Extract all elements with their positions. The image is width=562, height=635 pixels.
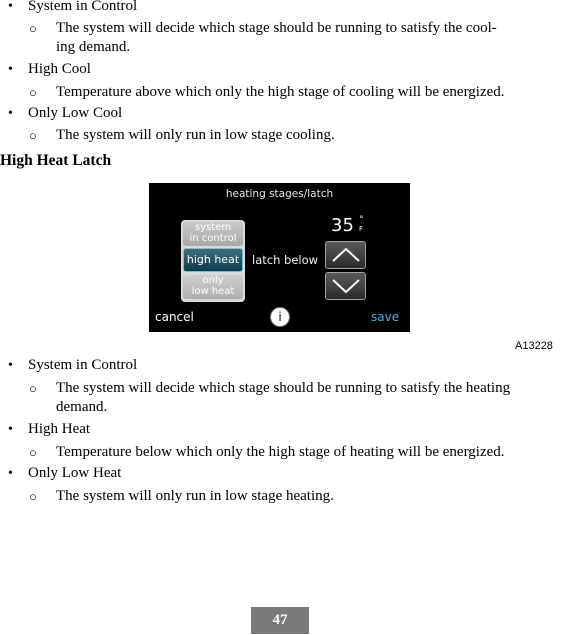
bullet-icon: • [8,466,13,481]
bullet-icon: • [8,358,13,373]
option-only-low-heat[interactable] [183,275,243,299]
item-description-line: The system will only run in low stage heating. [56,488,334,504]
bullet-icon: • [8,106,13,121]
stage-options-panel [181,220,245,302]
option-label-line: in control [189,233,237,244]
option-label-line: system [194,222,232,233]
figure-code: A13228 [515,340,553,352]
item-description-line: The system will decide which stage should be running to satisfy the cool- [56,20,497,36]
unit-letter: F [359,225,364,233]
circle-bullet-icon: ○ [29,128,37,143]
decrease-button[interactable] [325,272,366,300]
option-high-heat[interactable] [183,248,243,272]
item-description-line: Temperature below which only the high stage of heating will be energized. [56,444,505,460]
item-title: Only Low Heat [28,465,122,481]
temperature-value: 35 [331,215,354,236]
circle-bullet-icon: ○ [29,21,37,36]
item-title: High Cool [28,61,91,77]
item-description-line: ing demand. [56,39,131,55]
bullet-icon: • [8,422,13,437]
cancel-button[interactable]: cancel [155,310,194,324]
bullet-icon: • [8,0,13,14]
item-description-line: demand. [56,399,108,415]
bullet-icon: • [8,62,13,77]
option-label-line: only [202,275,224,286]
temperature-unit [359,216,364,234]
increase-button[interactable] [325,241,366,269]
item-title: System in Control [28,357,138,373]
item-title: System in Control [28,0,138,14]
latch-label: latch below [252,253,319,267]
degree-symbol: ° [359,215,364,225]
circle-bullet-icon: ○ [29,445,37,460]
info-button[interactable]: i [270,307,290,327]
option-label-line: high heat [186,253,240,266]
thermostat-screen [149,183,410,332]
item-title: High Heat [28,421,91,437]
option-system-in-control[interactable] [183,222,243,246]
option-label-line: low heat [191,286,235,297]
item-description-line: The system will decide which stage should be running to satisfy the heating [56,380,511,396]
chevron-up-icon [330,245,362,265]
item-description-line: The system will only run in low stage cooling. [56,127,335,143]
section-heading: High Heat Latch [0,152,112,169]
page-number: 47 [251,607,309,634]
item-title: Only Low Cool [28,105,123,121]
save-button[interactable]: save [371,310,400,324]
circle-bullet-icon: ○ [29,381,37,396]
chevron-down-icon [330,276,362,296]
item-description-line: Temperature above which only the high stage of cooling will be energized. [56,84,505,100]
circle-bullet-icon: ○ [29,85,37,100]
screen-title: heating stages/latch [225,188,334,200]
circle-bullet-icon: ○ [29,489,37,504]
